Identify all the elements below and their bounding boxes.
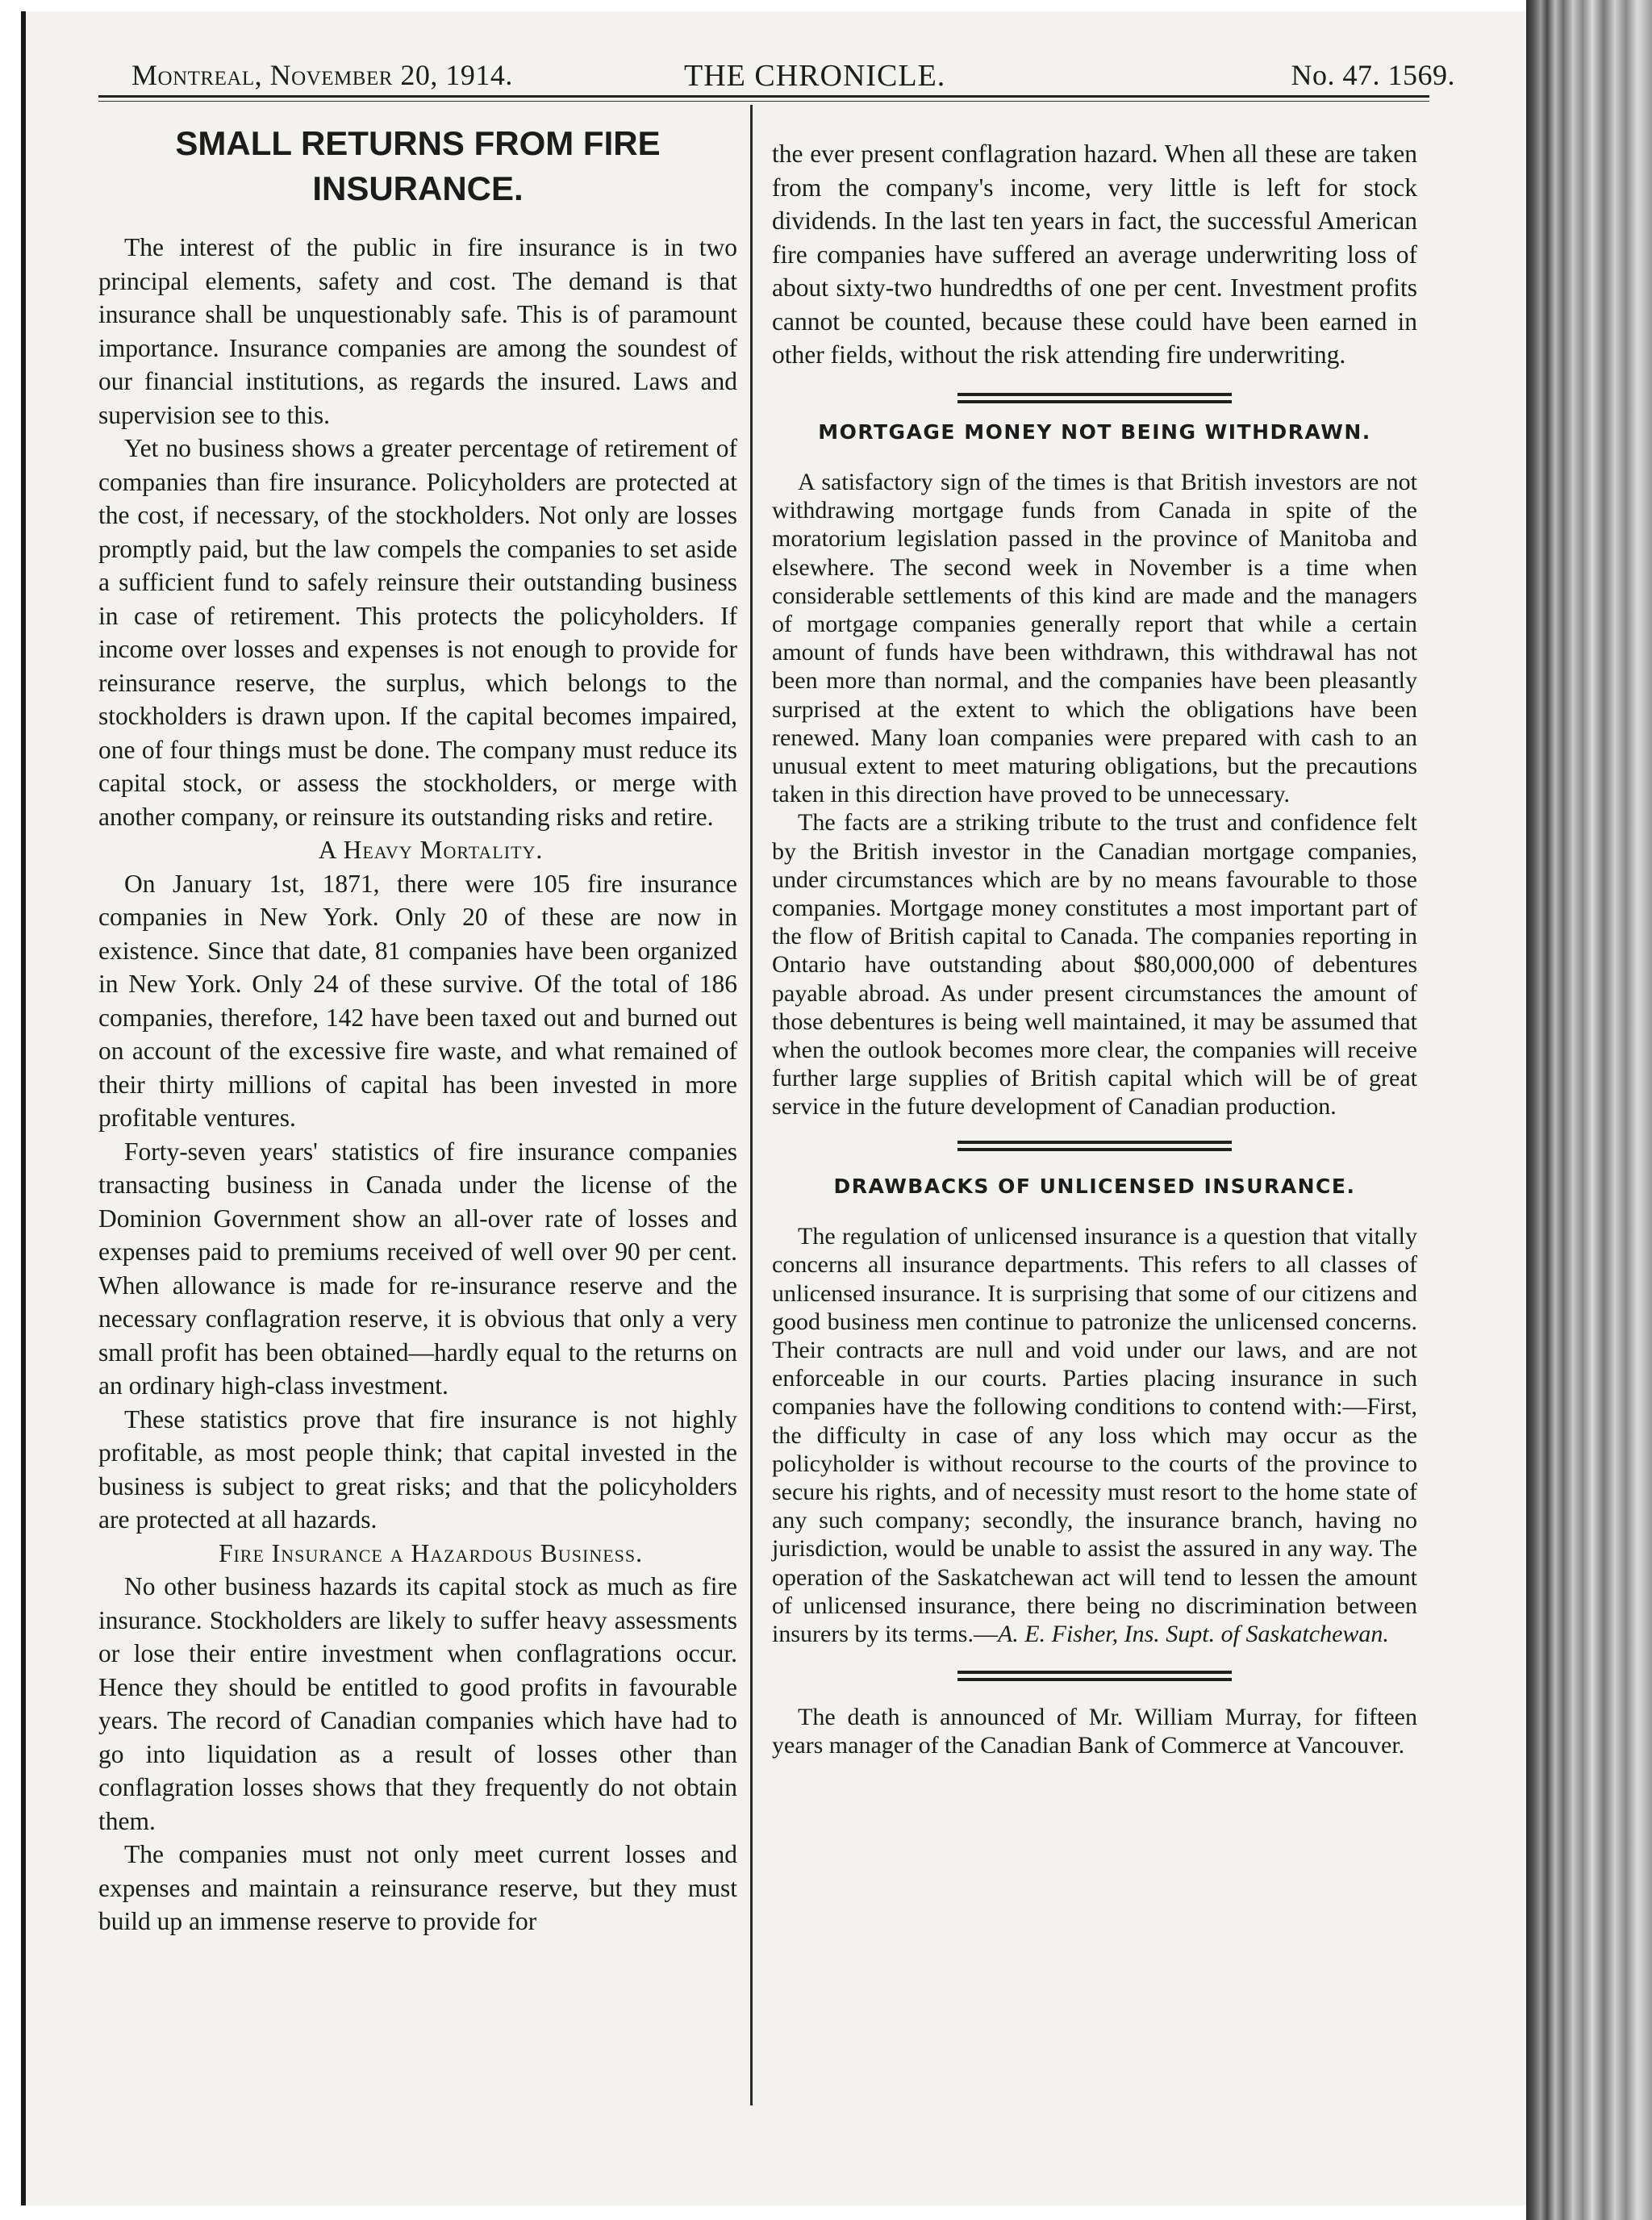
right-column	[772, 137, 1417, 1760]
article-title: MORTGAGE MONEY NOT BEING WITHDRAWN.	[818, 419, 1371, 444]
article-paragraph: Forty-seven years' statistics of fire insurance companies transacting business in Canada under the license of the Dominion Government show an all-over rate of losses and expenses paid to premiums received of well over 90 per cent. When allowance is made for re-insurance reserve and the necessary conflagration reserve, it is obvious that only a very small profit has been obtained—hardly equal to the returns on an ordinary high-class investment.	[98, 1137, 737, 1400]
book-spine-edge	[1526, 0, 1652, 2220]
article-paragraph: A satisfactory sign of the times is that British investors are not withdrawing mortgage funds from Canada in spite of the moratorium legislation passed in the province of Manitoba and elsewhere. The second week in November is a time when considerable settlements of this kind are made and the managers of mortgage companies generally report that while a certain amount of funds have been withdrawn, this withdrawal has not been more than normal, and the companies have been pleasantly surprised at the extent to which the obligations have been renewed. Many loan companies were prepared with cash to an unusual extent to meet maturing obligations, but the precautions taken in this direction have proved to be unnecessary.	[772, 469, 1417, 808]
article-subheading: A Heavy Mortality.	[318, 836, 544, 864]
paragraph-text: The regulation of unlicensed insurance is a question that vitally concerns all insurance departments. This refers to all classes of unlicensed insurance. It is surprising that some of our citizens and good business men continue to patronize the unlicensed concerns. Their contracts are null and void under our laws, and are not enforceable in our courts. Parties placing insurance in such companies have the following conditions to contend with:—First, the difficulty in case of any loss which may occur as the policyholder is without recourse to the courts of the province to secure his rights, and of necessity must resort to the home state of any such company; secondly, the insurance branch, having no jurisdiction, would be unable to assist the assured in any way. The operation of the Saskatchewan act will tend to lessen the amount of unlicensed insurance, there being no discrimination between insurers by its terms.—	[772, 1223, 1417, 1648]
article-paragraph: The death is announced of Mr. William Murray, for fifteen years manager of the Canadian Bank of Commerce at Vancouver.	[772, 1704, 1417, 1759]
article-paragraph: The facts are a striking tribute to the trust and confidence felt by the British investor in the Canadian mortgage companies, under circumstances which are by no means favourable to those companies. Mortgage money constitutes a most important part of the flow of British capital to Canada. The companies reporting in Ontario have outstanding about $80,000,000 of debentures payable abroad. As under present circumstances the amount of those debentures is being well maintained, it may be assumed that when the outlook becomes more clear, the companies will receive further large supplies of British capital which will be of great service in the future development of Canadian production.	[772, 809, 1417, 1120]
column-divider	[750, 105, 753, 2105]
left-column	[98, 121, 737, 1938]
section-double-rule	[957, 1671, 1232, 1682]
header-dateline: Montreal, November 20, 1914.	[131, 59, 513, 91]
section-double-rule	[957, 1141, 1232, 1152]
article-paragraph: Yet no business shows a greater percentage of retirement of companies than fire insurance. Policyholders are protected at the cost, if necessary, of the stockholders. Not only are losses promptly paid, but the law compels the companies to set aside a sufficient fund to safely reinsure their outstanding business in case of retirement. This protects the policyholders. If income over losses and expenses is not enough to provide for reinsurance reserve, the surplus, which belongs to the stockholders is drawn upon. If the capital becomes impaired, one of four things must be done. The company must reduce its capital stock, or assess the stockholders, or merge with another company, or reinsure its outstanding risks and retire.	[98, 434, 737, 831]
header-rule	[98, 95, 1429, 98]
header-masthead: THE CHRONICLE.	[684, 59, 946, 93]
article-title: SMALL RETURNS FROM FIRE INSURANCE.	[175, 124, 661, 207]
article-signature: A. E. Fisher, Ins. Supt. of Saskatchewan.	[997, 1621, 1389, 1648]
article-paragraph	[772, 1222, 1417, 1648]
article-paragraph: The interest of the public in fire insurance is in two principal elements, safety and cost. The demand is that insurance shall be unquestionably safe. This is of paramount importance. Insurance companies are among the soundest of our financial institutions, as regards the insured. Laws and supervision see to this.	[98, 233, 737, 429]
article-paragraph: On January 1st, 1871, there were 105 fire insurance companies in New York. Only 20 of these are now in existence. Since that date, 81 companies have been organized in New York. Only 24 of these survive. Of the total of 186 companies, therefore, 142 have been taxed out and burned out on account of the excessive fire waste, and what remained of their thirty millions of capital has been invested in more profitable ventures.	[98, 869, 737, 1132]
article-paragraph: The companies must not only meet current losses and expenses and maintain a reinsurance reserve, but they must build up an immense reserve to provide for	[98, 1840, 737, 1935]
header-page-number: No. 47. 1569.	[1291, 59, 1455, 91]
header-rule-thin	[98, 101, 1429, 102]
article-paragraph: the ever present conflagration hazard. When all these are taken from the company's income, very little is left for stock dividends. In the last ten years in fact, the successful American fire companies have suffered an average underwriting loss of about sixty-two hundredths of one per cent. Investment profits cannot be counted, because these could have been earned in other fields, without the risk attending fire underwriting.	[772, 140, 1417, 369]
article-paragraph: These statistics prove that fire insurance is not highly profitable, as most people think; that capital invested in the business is subject to great risks; and that the policyholders are protected at all hazards.	[98, 1404, 737, 1534]
page-header	[111, 58, 1455, 106]
article-subheading: Fire Insurance a Hazardous Business.	[218, 1538, 644, 1567]
section-double-rule	[957, 393, 1232, 404]
article-title: DRAWBACKS OF UNLICENSED INSURANCE.	[833, 1174, 1356, 1198]
article-paragraph: No other business hazards its capital stock as much as fire insurance. Stockholders are likely to suffer heavy assessments or lose their entire investment when conflagrations occur. Hence they should be entitled to good profits in favourable years. The record of Canadian companies which have had to go into liquidation as a result of losses other than conflagration losses shows that they frequently do not obtain them.	[98, 1572, 737, 1835]
